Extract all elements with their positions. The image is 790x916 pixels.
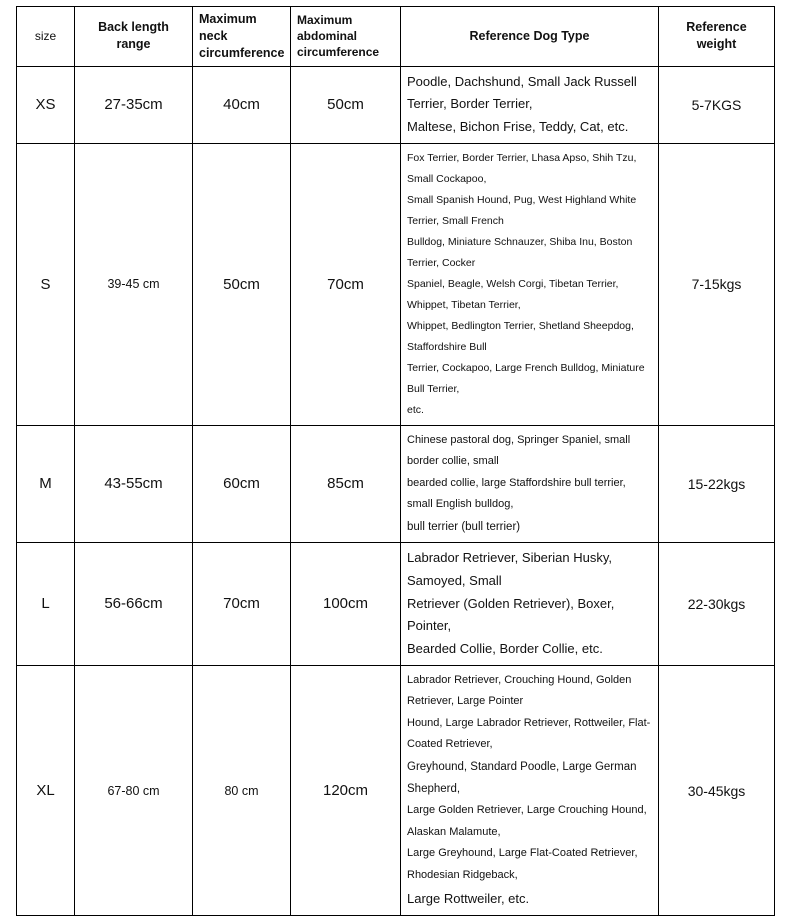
- dog-type-line: Fox Terrier, Border Terrier, Lhasa Apso, Shih Tzu, Small Cockapoo,: [407, 151, 637, 185]
- cell-size: S: [17, 143, 75, 425]
- cell-weight: 22-30kgs: [659, 543, 775, 666]
- cell-dog-type: [401, 543, 659, 666]
- table-row: [17, 425, 775, 542]
- cell-abdomen: 120cm: [291, 665, 401, 916]
- header-row: [17, 7, 775, 67]
- cell-abdomen: 85cm: [291, 425, 401, 542]
- cell-weight: 5-7KGS: [659, 66, 775, 143]
- dog-type-line: Spaniel, Beagle, Welsh Corgi, Tibetan Terrier, Whippet, Tibetan Terrier,: [407, 277, 619, 311]
- cell-neck: 70cm: [193, 543, 291, 666]
- dog-type-line: Terrier, Cockapoo, Large French Bulldog, Miniature Bull Terrier,: [407, 361, 645, 395]
- dog-type-line: Large Golden Retriever, Large Crouching Hound, Alaskan Malamute,: [407, 804, 647, 838]
- cell-back-length: 27-35cm: [75, 66, 193, 143]
- dog-type-line: Bulldog, Miniature Schnauzer, Shiba Inu, Boston Terrier, Cocker: [407, 235, 633, 269]
- column-header-back-length: Back length range: [75, 7, 193, 67]
- dog-type-line: Bearded Collie, Border Collie, etc.: [407, 641, 603, 657]
- size-chart-page: [0, 6, 790, 907]
- dog-type-line: Large Rottweiler, etc.: [407, 891, 530, 907]
- cell-neck: 80 cm: [193, 665, 291, 916]
- cell-back-length: 67-80 cm: [75, 665, 193, 916]
- cell-neck: 50cm: [193, 143, 291, 425]
- table-body: [17, 66, 775, 916]
- column-header-reference-weight: Reference weight: [659, 7, 775, 67]
- dog-type-line: Maltese, Bichon Frise, Teddy, Cat, etc.: [407, 119, 629, 135]
- dog-type-line: Chinese pastoral dog, Springer Spaniel, small border collie, small: [407, 433, 631, 468]
- cell-weight: 15-22kgs: [659, 425, 775, 542]
- cell-dog-type: [401, 66, 659, 143]
- neck-header-line-2: neck circumference: [199, 28, 285, 60]
- abdomen-header-line-2: circumference: [297, 45, 380, 60]
- table-row: [17, 143, 775, 425]
- column-header-size: size: [17, 7, 75, 67]
- cell-dog-type: [401, 665, 659, 916]
- neck-header-line-1: Maximum: [199, 12, 257, 26]
- cell-back-length: 43-55cm: [75, 425, 193, 542]
- dog-type-line: etc.: [407, 403, 424, 416]
- cell-weight: 30-45kgs: [659, 665, 775, 916]
- cell-abdomen: 50cm: [291, 66, 401, 143]
- cell-abdomen: 100cm: [291, 543, 401, 666]
- dog-type-line: Large Greyhound, Large Flat-Coated Retriever, Rhodesian Ridgeback,: [407, 847, 638, 881]
- cell-size: M: [17, 425, 75, 542]
- table-row: [17, 543, 775, 666]
- dog-type-line: Hound, Large Labrador Retriever, Rottweiler, Flat-Coated Retriever,: [407, 716, 651, 751]
- table-row: [17, 665, 775, 916]
- cell-size: XS: [17, 66, 75, 143]
- cell-dog-type: [401, 143, 659, 425]
- dog-type-line: bearded collie, large Staffordshire bull terrier, small English bulldog,: [407, 476, 626, 511]
- cell-back-length: 39-45 cm: [75, 143, 193, 425]
- cell-weight: 7-15kgs: [659, 143, 775, 425]
- cell-neck: 40cm: [193, 66, 291, 143]
- dog-type-line: Whippet, Bedlington Terrier, Shetland Sheepdog, Staffordshire Bull: [407, 319, 634, 353]
- column-header-abdominal-circumference: [291, 7, 401, 67]
- cell-size: L: [17, 543, 75, 666]
- dog-type-line: Labrador Retriever, Siberian Husky, Samoyed, Small: [407, 550, 612, 588]
- dog-type-line: Greyhound, Standard Poodle, Large German Shepherd,: [407, 760, 637, 795]
- column-header-neck-circumference: [193, 7, 291, 67]
- cell-abdomen: 70cm: [291, 143, 401, 425]
- dog-type-line: bull terrier (bull terrier): [407, 520, 521, 533]
- cell-size: XL: [17, 665, 75, 916]
- dog-type-line: Small Spanish Hound, Pug, West Highland White Terrier, Small French: [407, 193, 637, 227]
- dog-type-line: Labrador Retriever, Crouching Hound, Golden Retriever, Large Pointer: [407, 673, 632, 708]
- cell-back-length: 56-66cm: [75, 543, 193, 666]
- table-row: [17, 66, 775, 143]
- dog-size-chart-table: [16, 6, 775, 916]
- dog-type-line: Retriever (Golden Retriever), Boxer, Pointer,: [407, 595, 615, 634]
- column-header-reference-dog-type: Reference Dog Type: [401, 7, 659, 67]
- abdomen-header-line-1: Maximum abdominal: [297, 13, 358, 44]
- cell-neck: 60cm: [193, 425, 291, 542]
- dog-type-line: Poodle, Dachshund, Small Jack Russell Terrier, Border Terrier,: [407, 73, 637, 112]
- cell-dog-type: [401, 425, 659, 542]
- table-header: [17, 7, 775, 67]
